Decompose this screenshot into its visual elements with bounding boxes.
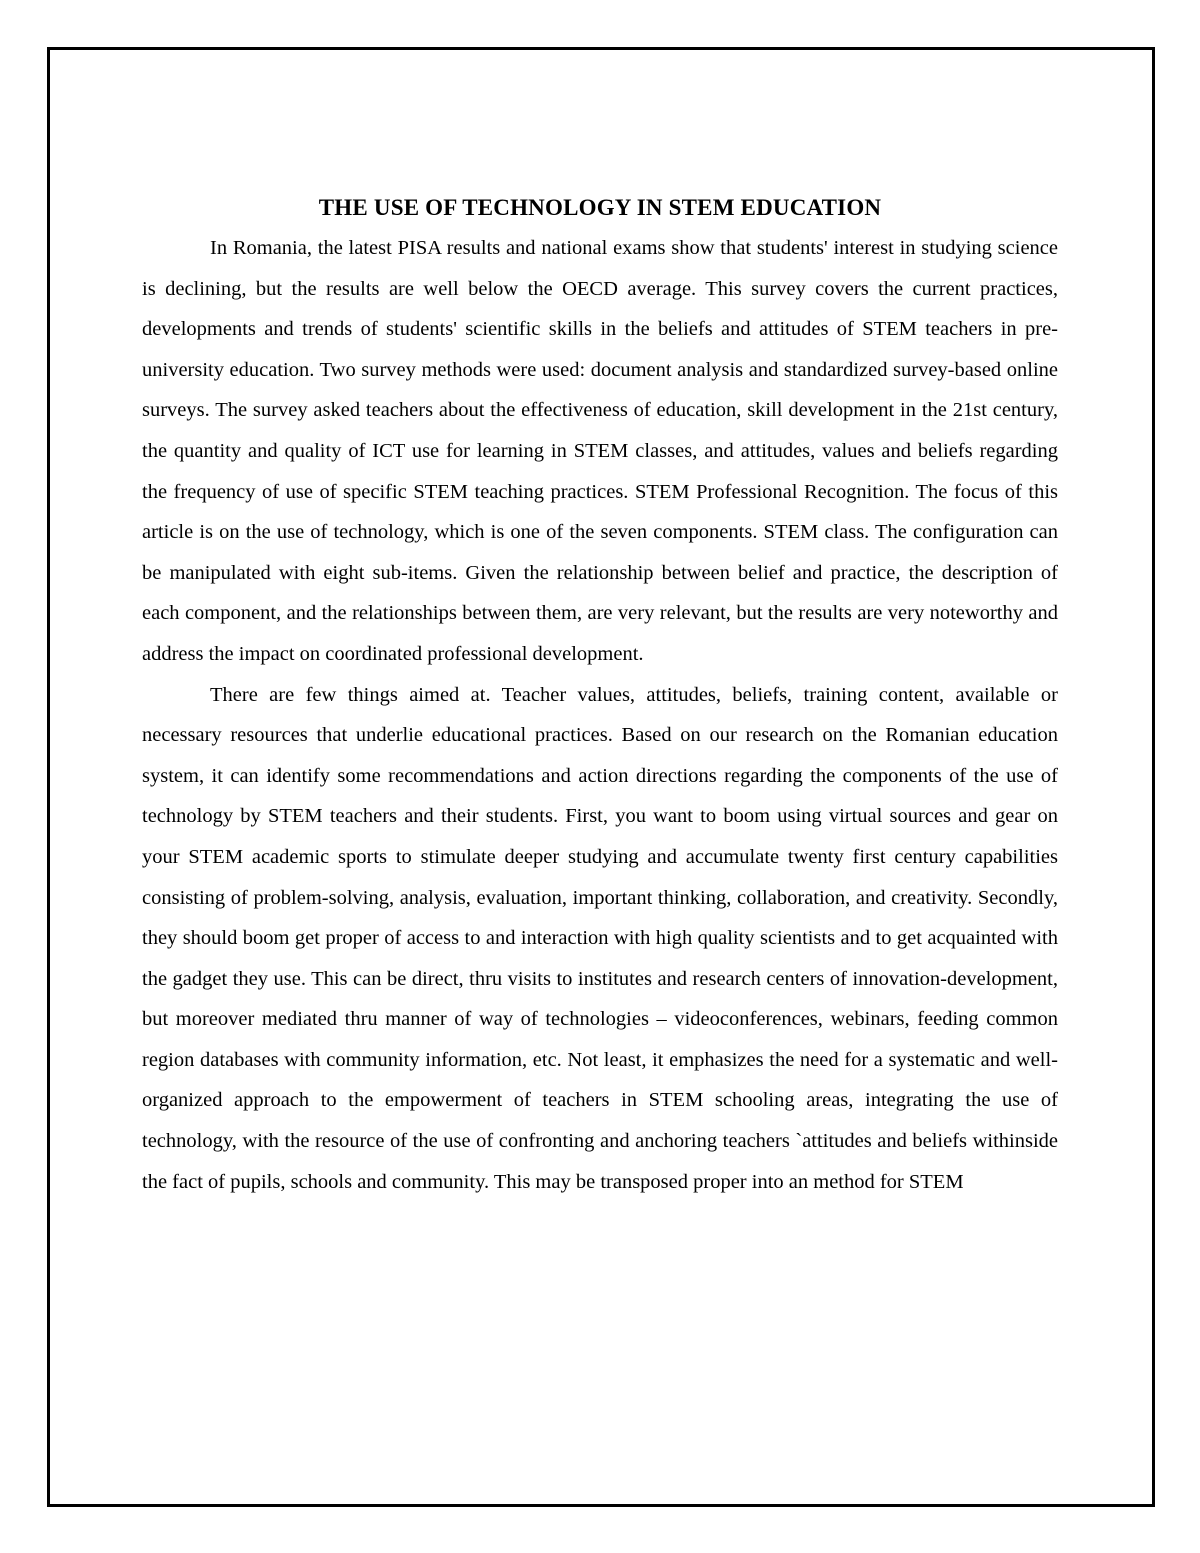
paragraph-1: In Romania, the latest PISA results and national exams show that students' interest in studying science is declining, but the results are well below the OECD average. This survey covers the current practices, developments and trends of students' scientific skills in the beliefs and attitudes of STEM teachers in pre-university education. Two survey methods were used: document analysis and standardized survey-based online surveys. The survey asked teachers about the effectiveness of education, skill development in the 21st century, the quantity and quality of ICT use for learning in STEM classes, and attitudes, values and beliefs regarding the frequency of use of specific STEM teaching practices. STEM Professional Recognition. The focus of this article is on the use of technology, which is one of the seven components. STEM class. The configuration can be manipulated with eight sub-items. Given the relationship between belief and practice, the description of each component, and the relationships between them, are very relevant, but the results are very noteworthy and address the impact on coordinated professional development. xyxy=(142,237,1058,665)
document-title: THE USE OF TECHNOLOGY IN STEM EDUCATION xyxy=(318,195,882,220)
document-body xyxy=(142,188,1058,1202)
paragraph-2: There are few things aimed at. Teacher values, attitudes, beliefs, training content, available or necessary resources that underlie educational practices. Based on our research on the Romanian education system, it can identify some recommendations and action directions regarding the components of the use of technology by STEM teachers and their students. First, you want to boom using virtual sources and gear on your STEM academic sports to stimulate deeper studying and accumulate twenty first century capabilities consisting of problem-solving, analysis, evaluation, important thinking, collaboration, and creativity. Secondly, they should boom get proper of access to and interaction with high quality scientists and to get acquainted with the gadget they use. This can be direct, thru visits to institutes and research centers of innovation-development, but moreover mediated thru manner of way of technologies – videoconferences, webinars, feeding common region databases with community information, etc. Not least, it emphasizes the need for a systematic and well-organized approach to the empowerment of teachers in STEM schooling areas, integrating the use of technology, with the resource of the use of confronting and anchoring teachers `attitudes and beliefs withinside the fact of pupils, schools and community. This may be transposed proper into an method for STEM xyxy=(142,683,1058,1193)
